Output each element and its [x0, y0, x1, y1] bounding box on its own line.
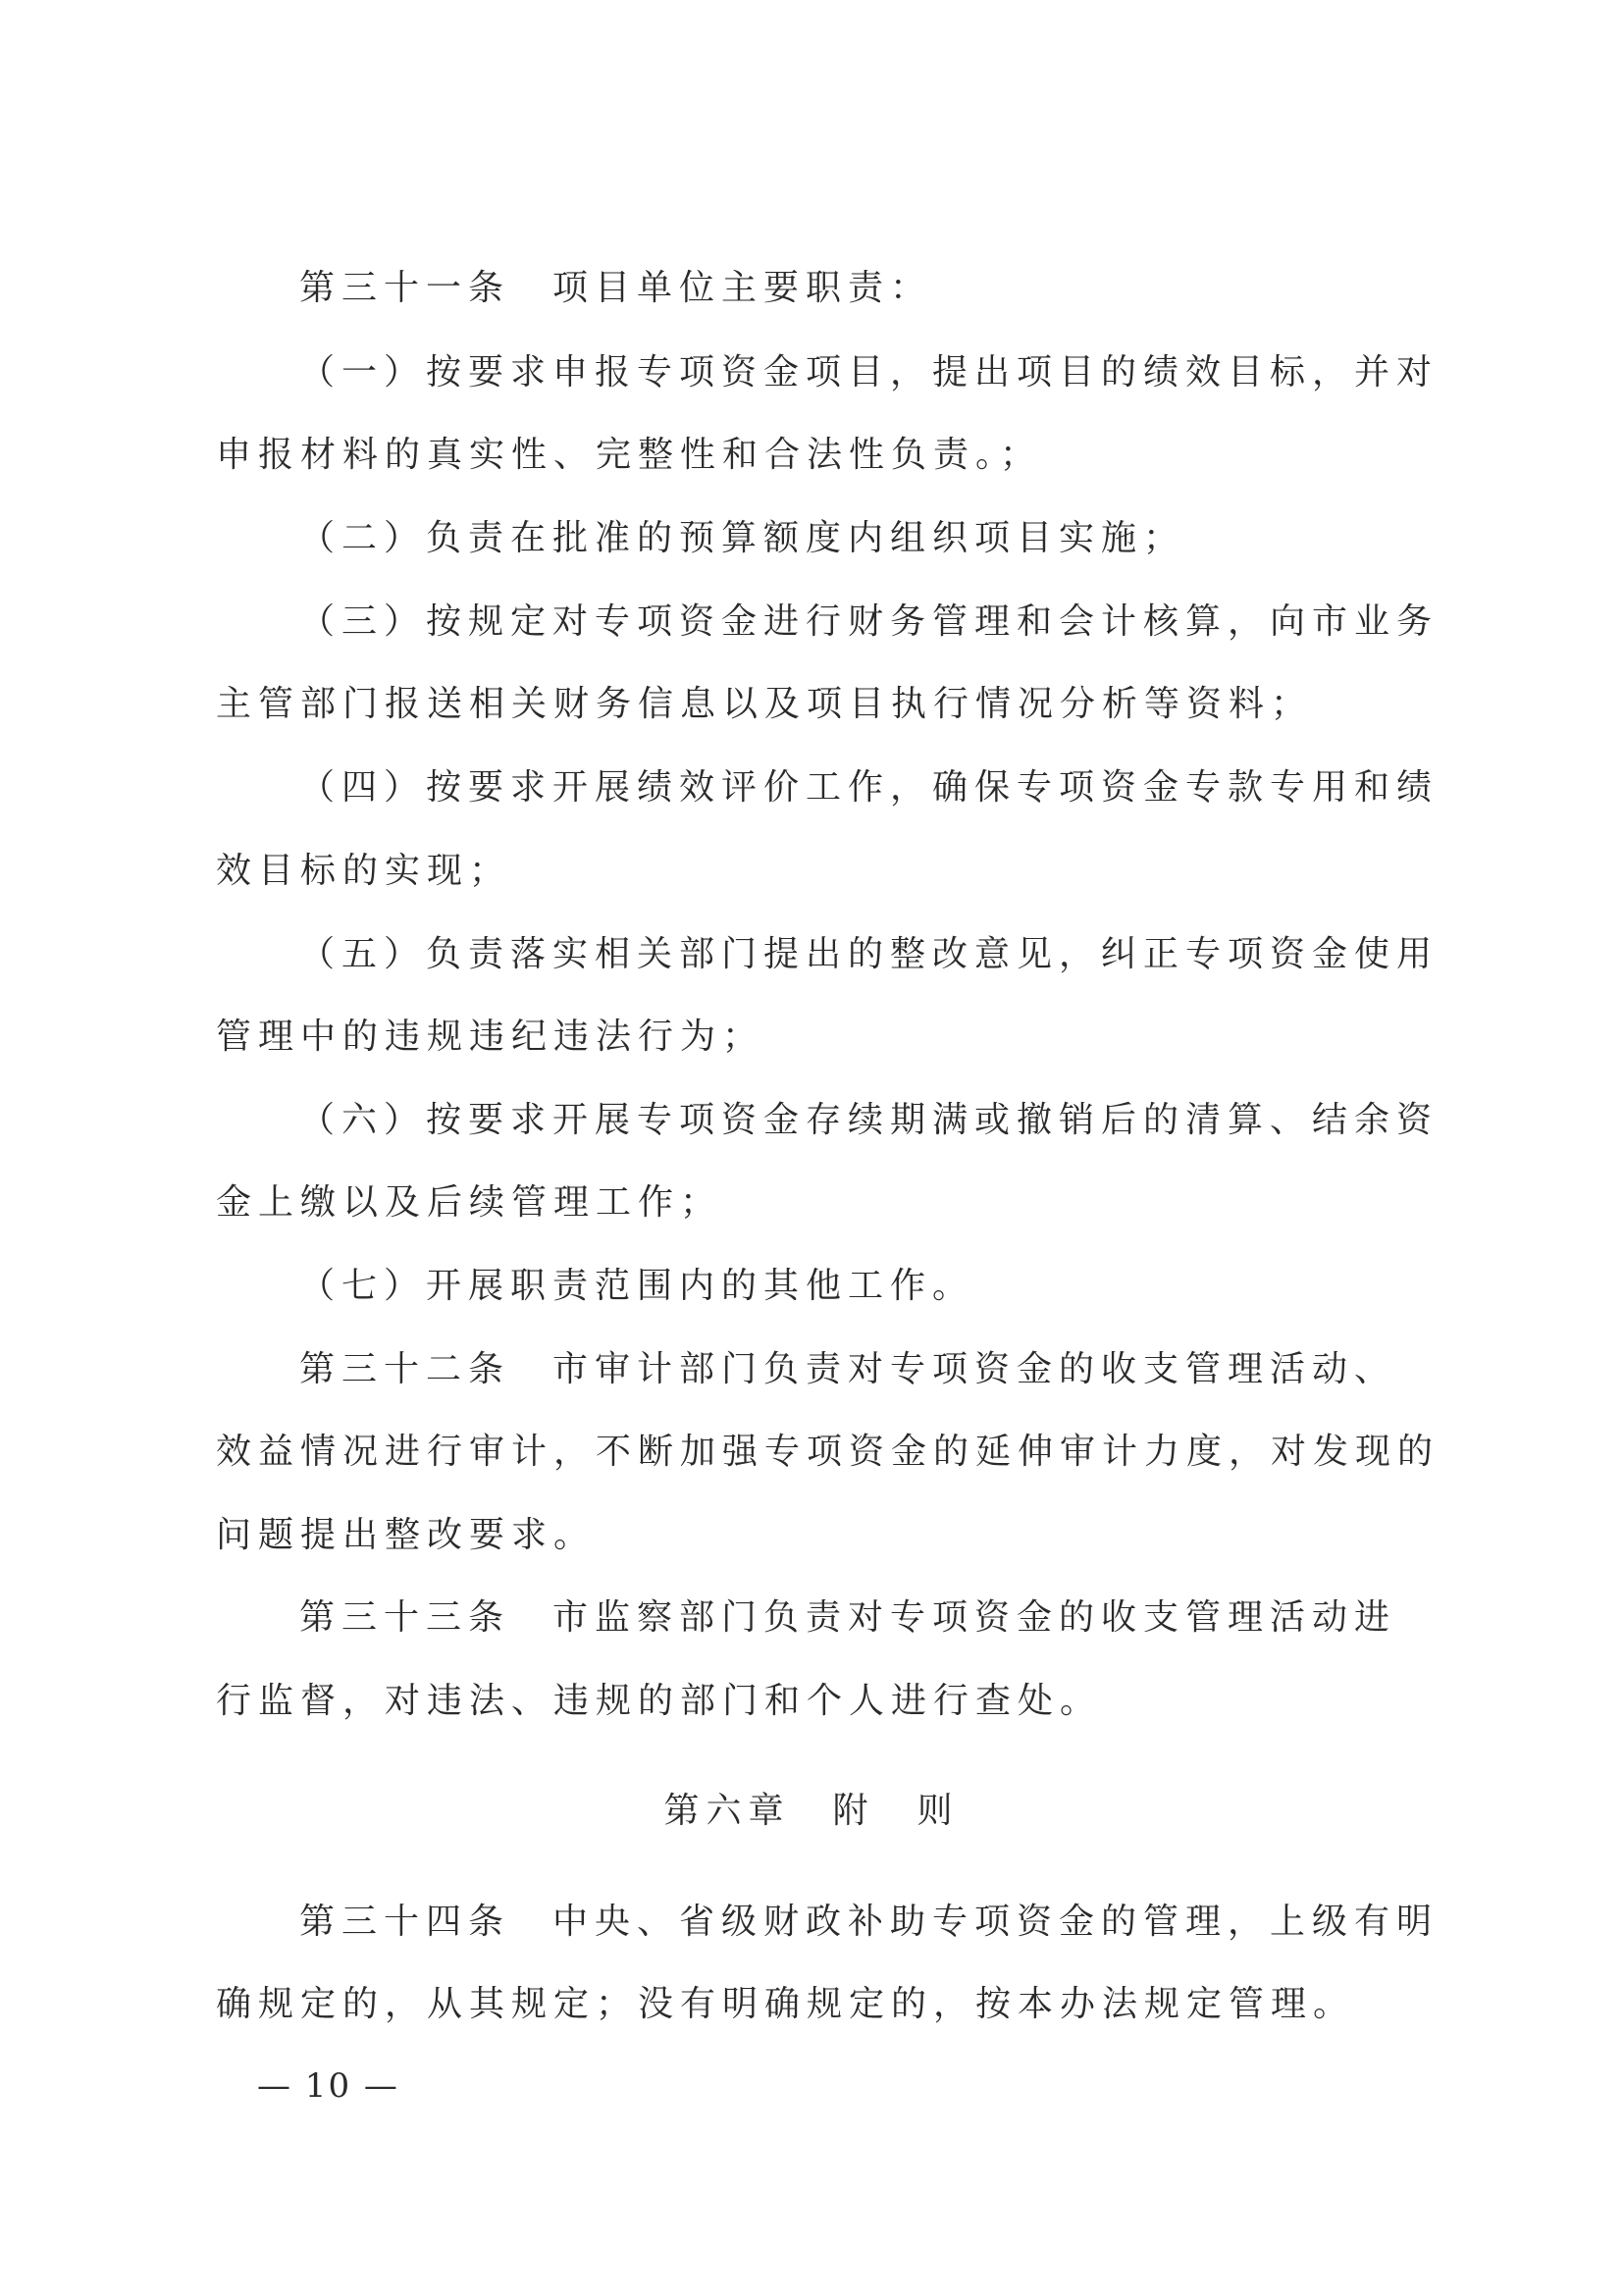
article-33-line-2: 行监督，对违法、违规的部门和个人进行查处。	[216, 1681, 1103, 1721]
chapter-6-heading: 第六章 附 则	[663, 1791, 960, 1831]
article-31-item-1-line-2: 申报材料的真实性、完整性和合法性负责。；	[216, 435, 1043, 475]
article-31-item-6-line-2: 金上缴以及后续管理工作；	[216, 1182, 723, 1223]
page-number: — 10 —	[257, 2066, 399, 2106]
article-34-line-2: 确规定的，从其规定；没有明确规定的，按本办法规定管理。	[216, 1984, 1356, 2024]
article-32-line-1: 第三十二条 市审计部门负责对专项资金的收支管理活动、	[299, 1349, 1397, 1389]
article-31-item-3-line-1: （三）按规定对专项资金进行财务管理和会计核算，向市业务	[299, 601, 1440, 642]
article-31-item-4-line-1: （四）按要求开展绩效评价工作，确保专项资金专款专用和绩	[299, 767, 1440, 808]
article-31-item-7: （七）开展职责范围内的其他工作。	[299, 1266, 975, 1306]
article-32-line-2: 效益情况进行审计，不断加强专项资金的延伸审计力度，对发现的	[216, 1432, 1440, 1472]
article-31-item-4-line-2: 效目标的实现；	[216, 851, 512, 891]
article-33-line-1: 第三十三条 市监察部门负责对专项资金的收支管理活动进	[299, 1597, 1397, 1638]
article-34-line-1: 第三十四条 中央、省级财政补助专项资金的管理，上级有明	[299, 1902, 1440, 1942]
article-31-item-1-line-1: （一）按要求申报专项资金项目，提出项目的绩效目标，并对	[299, 352, 1440, 392]
article-31-item-5-line-2: 管理中的违规违纪违法行为；	[216, 1017, 765, 1057]
article-31-item-3-line-2: 主管部门报送相关财务信息以及项目执行情况分析等资料；	[216, 684, 1314, 724]
article-31-title: 第三十一条 项目单位主要职责：	[299, 268, 933, 308]
article-31-item-5-line-1: （五）负责落实相关部门提出的整改意见，纠正专项资金使用	[299, 934, 1440, 974]
article-31-item-6-line-1: （六）按要求开展专项资金存续期满或撤销后的清算、结余资	[299, 1100, 1440, 1140]
article-32-line-3: 问题提出整改要求。	[216, 1515, 597, 1555]
article-31-item-2: （二）负责在批准的预算额度内组织项目实施；	[299, 518, 1186, 558]
